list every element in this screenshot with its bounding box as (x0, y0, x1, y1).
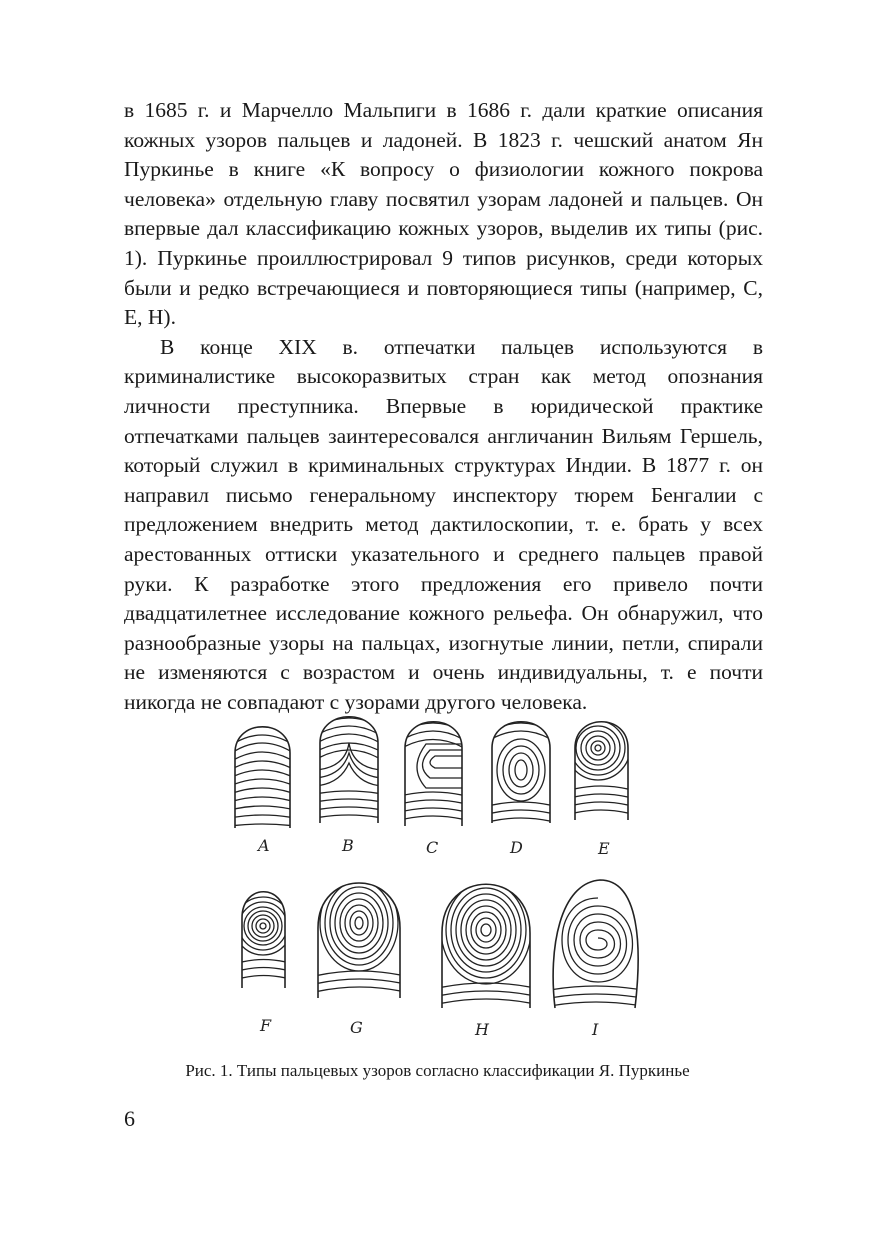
fingerprint-h (438, 876, 535, 1004)
fingerprint-b (315, 718, 382, 818)
label-h: H (475, 1020, 489, 1039)
fingerprint-a (230, 727, 295, 826)
fingerprint-illustration (230, 708, 650, 1048)
fingerprint-d (488, 723, 554, 822)
label-i: I (592, 1020, 599, 1039)
fingerprint-c (400, 723, 466, 820)
label-e: E (598, 839, 610, 858)
label-b: B (342, 836, 354, 855)
label-g: G (350, 1018, 363, 1037)
page-number: 6 (124, 1106, 135, 1131)
body-text (124, 96, 763, 717)
figure-caption: Рис. 1. Типы пальцевых узоров согласно классификации Я. Пуркинье (185, 1061, 690, 1080)
paragraph-1: в 1685 г. и Марчелло Мальпиги в 1686 г. дали краткие описания кожных узоров пальцев и ладоней. В 1823 г. чешский анатом Ян Пуркинье в книге «К вопросу о физиологии кожного покрова человека» отдельную главу посвятил узорам ладоней и пальцев. Он впервые дал классификацию кожных узоров, выделив их типы (рис. 1). Пуркинье проиллюстрировал 9 типов рисунков, среди которых были и редко встречающиеся и повторяющиеся типы (например, C, E, H). (124, 98, 763, 330)
fingerprint-figure (230, 708, 650, 1048)
label-a: A (258, 836, 270, 855)
label-d: D (510, 838, 523, 857)
paragraph-2: В конце XIX в. отпечатки пальцев используются в криминалистике высокоразвитых стран как метод опознания личности преступника. Впервые в юридической практике отпечатками пальцев заинтересовался англичанин Вильям Гершель, который служил в криминальных структурах Индии. В 1877 г. он направил письмо генеральному инспектору тюрем Бенгалии с предложением внедрить метод дактилоскопии, т. е. брать у всех арестованных оттиски указательного и среднего пальцев правой руки. К разработке этого предложения его привело почти двадцатилетнее исследование кожного рельефа. Он обнаружил, что разнообразные узоры на пальцах, изогнутые линии, петли, спирали не изменяются с возрастом и очень индивидуальны, т. е почти никогда не совпадают с узорами другого человека. (124, 334, 763, 714)
label-c: C (426, 838, 439, 857)
fingerprint-i (550, 898, 642, 1006)
fingerprint-g (315, 875, 405, 992)
label-f: F (260, 1016, 272, 1035)
